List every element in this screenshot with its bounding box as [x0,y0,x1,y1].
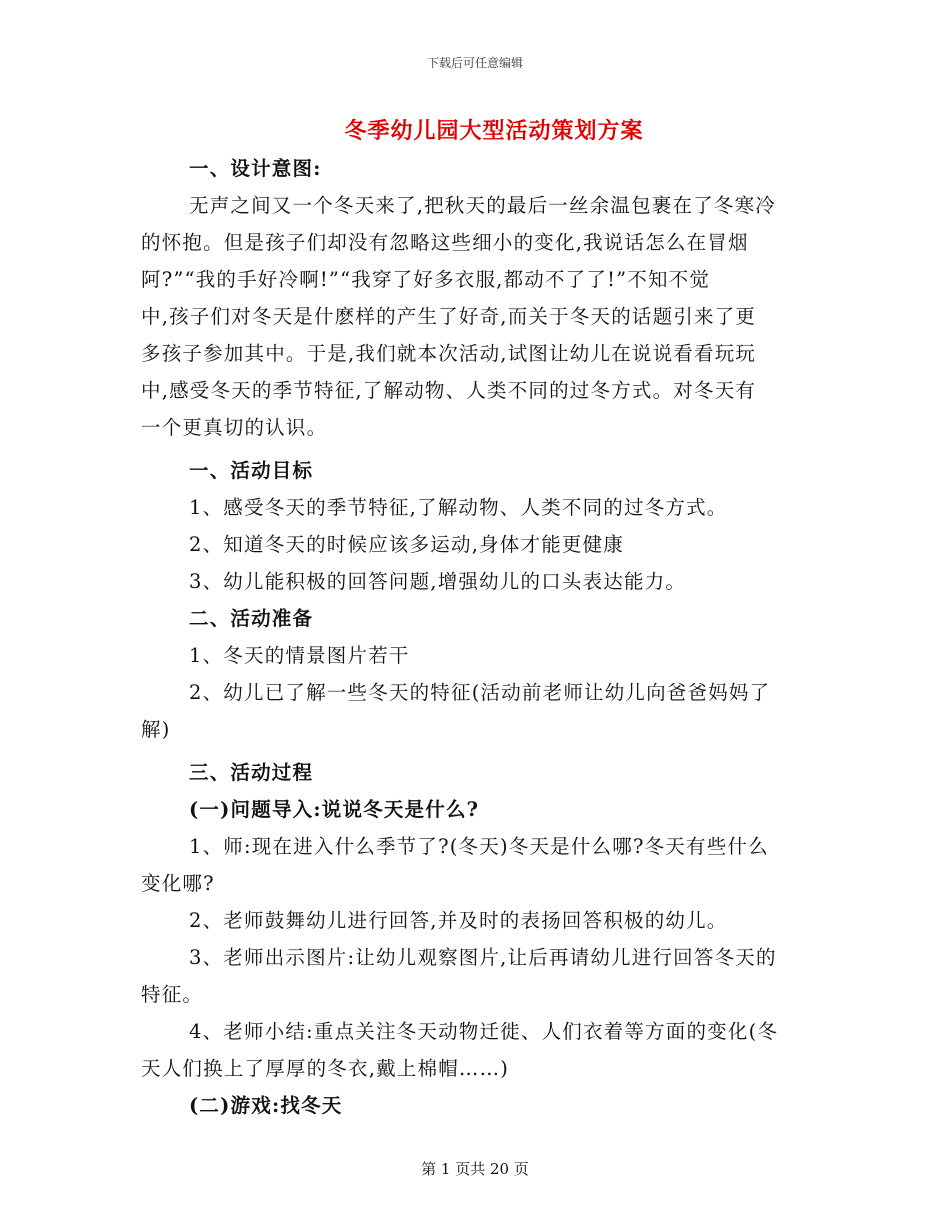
paragraph-line: 解) [141,718,171,741]
header-note: 下载后可任意编辑 [426,56,523,70]
paragraph-line: 1、冬天的情景图片若干 [189,644,410,667]
paragraph-line: 2、幼儿已了解一些冬天的特征(活动前老师让幼儿向爸爸妈妈了 [189,681,771,704]
paragraph-line: 中,感受冬天的季节特征,了解动物、人类不同的过冬方式。对冬天有 [141,379,757,402]
paragraph-line: 无声之间又一个冬天来了,把秋天的最后一丝余温包裹在了冬寒冷 [189,194,776,217]
section-heading: (二)游戏:找冬天 [189,1094,343,1117]
paragraph-line: 1、感受冬天的季节特征,了解动物、人类不同的过冬方式。 [189,496,728,519]
paragraph-line: 多孩子参加其中。于是,我们就本次活动,试图让幼儿在说说看看玩玩 [141,342,757,365]
section-heading: 三、活动过程 [189,761,314,784]
paragraph-line: 天人们换上了厚厚的冬衣,戴上棉帽……) [141,1057,510,1080]
section-heading: 一、设计意图: [189,157,322,180]
paragraph-line: 4、老师小结:重点关注冬天动物迁徙、人们衣着等方面的变化(冬 [189,1020,779,1043]
paragraph-line: 变化哪? [141,872,215,895]
paragraph-line: 2、老师鼓舞幼儿进行回答,并及时的表扬回答积极的幼儿。 [189,909,728,932]
document-title: 冬季幼儿园大型活动策划方案 [344,118,644,144]
paragraph-line: 中,孩子们对冬天是什麽样的产生了好奇,而关于冬天的话题引来了更 [141,305,757,328]
paragraph-line: 3、幼儿能积极的回答问题,增强幼儿的口头表达能力。 [189,570,687,593]
paragraph-line: 特征。 [141,983,204,1006]
section-heading: 一、活动目标 [189,459,314,482]
paragraph-line: 阿?”“我的手好冷啊!”“我穿了好多衣服,都动不了了!”不知不觉 [141,268,711,291]
document-body [141,150,811,1124]
paragraph-line: 一个更真切的认识。 [141,416,328,439]
paragraph-line: 1、师:现在进入什么季节了?(冬天)冬天是什么哪?冬天有些什么 [189,835,769,858]
paragraph-line: 的怀抱。但是孩子们却没有忽略这些细小的变化,我说话怎么在冒烟 [141,231,749,254]
page-footer: 第 1 页共 20 页 [421,1160,529,1178]
section-heading: (一)问题导入:说说冬天是什么? [189,798,480,821]
paragraph-line: 3、老师出示图片:让幼儿观察图片,让后再请幼儿进行回答冬天的 [189,946,777,969]
paragraph-line: 2、知道冬天的时候应该多运动,身体才能更健康 [189,533,625,556]
section-heading: 二、活动准备 [189,607,314,630]
